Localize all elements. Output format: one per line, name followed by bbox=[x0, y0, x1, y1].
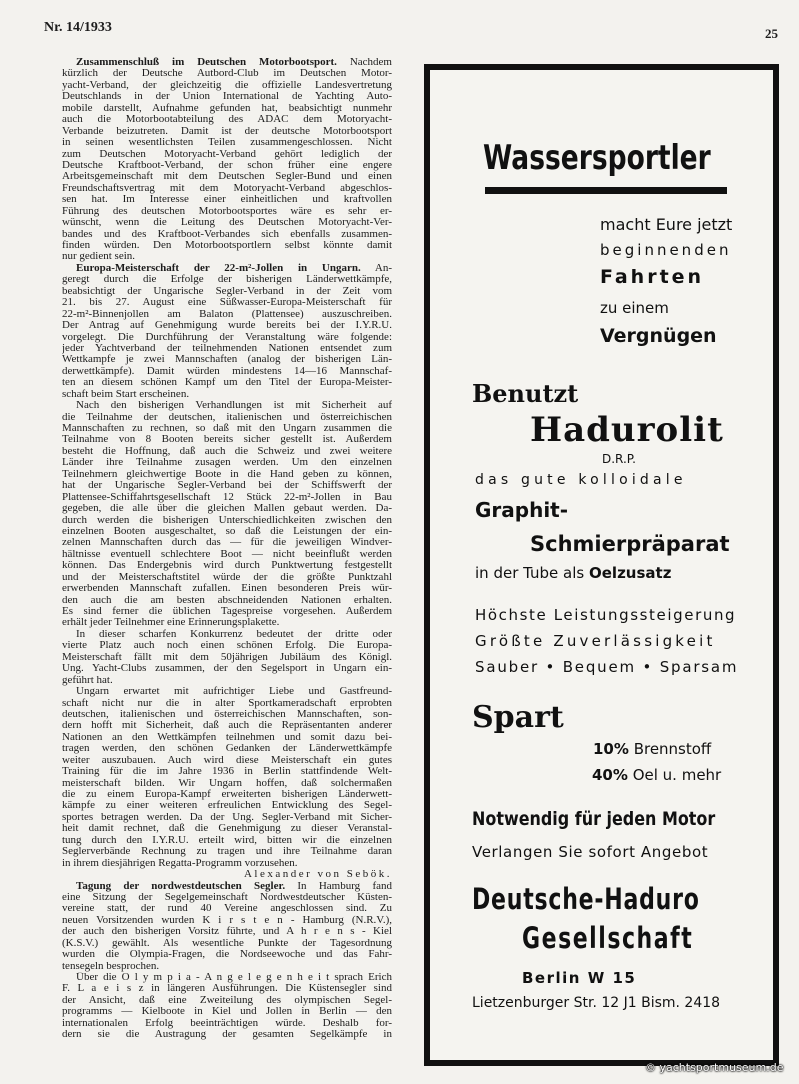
article-line bbox=[62, 492, 392, 503]
article-line bbox=[62, 812, 392, 823]
article-line bbox=[62, 983, 392, 994]
ad-headline: Wassersportler bbox=[483, 138, 711, 178]
article-line bbox=[62, 515, 392, 526]
article-line bbox=[62, 229, 392, 240]
article-line bbox=[62, 606, 392, 617]
article-text: besteht die Hoffnung, daß auch die Schweiz und zwei weitere bbox=[62, 445, 392, 457]
ad-company-name: Gesellschaft bbox=[522, 921, 694, 955]
article-line bbox=[62, 126, 392, 137]
article-text: Wettkampfe je zwei Mannschaften (analog der bisherigen Län- bbox=[62, 354, 392, 366]
article-text: ten an diesem schönen Kampf um den Titel der Europa-Meister- bbox=[62, 377, 392, 389]
article-text: den auch die am besten abschneidenden Nationen erhalten. bbox=[62, 594, 392, 606]
article-line bbox=[62, 263, 392, 274]
article-line bbox=[62, 846, 392, 857]
article-text: 22-m²-Binnenjollen am Balaton (Plattensee) auszuschreiben. bbox=[62, 308, 392, 320]
ad-necessity: Notwendig für jeden Motor bbox=[472, 808, 716, 830]
article-text: Arbeitsgemeinschaft mit dem Deutschen Segler-Bund und einen bbox=[62, 171, 392, 183]
article-text: die zu einem Europa-Kampf erweiterten bisherigen Länderwett- bbox=[62, 789, 392, 800]
advertisement-hadurolit bbox=[424, 64, 779, 1066]
article-text: die Teilnahme der deutschen, italienischen und österreichischen bbox=[62, 411, 392, 423]
article-line bbox=[62, 309, 392, 320]
article-line bbox=[62, 80, 392, 91]
article-text: zelnen Mannschaften durch das — für die jeweiligen Windver- bbox=[62, 537, 392, 549]
article-text: und der Meisterschaftstitel würde der die größte Punktzahl bbox=[62, 571, 392, 583]
ad-benefit: Höchste Leistungssteigerung bbox=[475, 606, 737, 624]
article-signature: Alexander von Sebök. bbox=[243, 869, 392, 881]
article-text: nur gedient sein. bbox=[62, 251, 136, 263]
article-line bbox=[62, 160, 392, 171]
article-text: Länder ihre Teilnahme zusagen werden. Um den einzelnen bbox=[62, 457, 392, 469]
article-line bbox=[62, 366, 392, 377]
article-text: Deutsche Kraftboot-Verband, der schon früher eine engere bbox=[62, 159, 392, 171]
article-text: können. Das Endergebnis wird durch Punktwertung festgestellt bbox=[62, 560, 392, 572]
article-text: sportes betragen werden. Da der Ung. Segler-Verband mit Sicher- bbox=[62, 811, 392, 823]
article-line bbox=[62, 57, 392, 68]
article-line bbox=[62, 171, 392, 182]
article-line bbox=[62, 1006, 392, 1017]
article-text: Ung. Yacht-Clubs zusammen, der den Segelsport in Ungarn ein- bbox=[62, 663, 392, 675]
article-text: heit damit rechnet, daß die Genehmigung zu dieser Veranstal- bbox=[62, 823, 392, 835]
article-text: internationalen Erfolg beeinträchtigen würde. Deshalb for- bbox=[62, 1017, 392, 1029]
article-line bbox=[62, 572, 392, 583]
article-line bbox=[62, 446, 392, 457]
article-text: dern sie die Austragung der gesamten Segelkämpfe in bbox=[62, 1029, 392, 1041]
article-column bbox=[62, 57, 392, 1041]
article-text: geregt durch die Erfolge der bisherigen Länderwettkämpfe, bbox=[62, 274, 392, 286]
article-text: deutschen, italienischen und österreichischen Mannschaften, son- bbox=[62, 708, 392, 720]
article-line bbox=[62, 91, 392, 102]
ad-desc: Schmierpräparat bbox=[530, 532, 730, 556]
watermark: © yachtsportmuseum.de bbox=[645, 1061, 784, 1074]
article-text: Nachdem bbox=[336, 57, 392, 68]
article-text: Verbande beizutreten. Damit ist der deutsche Motorbootsport bbox=[62, 125, 392, 137]
article-text: finden würden. Den Motorbootsportlern selbst könnte damit bbox=[62, 240, 392, 251]
article-text: sen hat. Im Interesse einer einheitlichen und kraftvollen bbox=[62, 194, 392, 206]
article-line bbox=[62, 903, 392, 914]
ad-city: Berlin W 15 bbox=[522, 969, 637, 987]
ad-saving-pct: 40% bbox=[592, 766, 628, 784]
article-text: gegeben, die alle über die gleichen Mallen gebaut werden. Da- bbox=[62, 503, 392, 515]
article-line bbox=[62, 251, 392, 262]
article-text: 21. bis 27. August eine Süßwasser-Europa-Meisterschaft für bbox=[62, 297, 392, 309]
article-line bbox=[62, 938, 392, 949]
article-text: schaft nicht nur die in alter Sportkameradschaft erprobten bbox=[62, 697, 392, 709]
ad-tube-prefix: in der Tube als bbox=[475, 564, 585, 582]
article-line bbox=[62, 434, 392, 445]
ad-tube-bold: Oelzusatz bbox=[589, 564, 672, 582]
article-text: vierte Platz auch noch einen schönen Erfolg. Die Europa- bbox=[62, 640, 392, 652]
article-text: Deutschlands in der Union International de Yachting Auto- bbox=[62, 91, 392, 103]
ad-saving-label: Brennstoff bbox=[633, 740, 712, 758]
article-line bbox=[62, 778, 392, 789]
ad-tube-line bbox=[475, 564, 671, 582]
article-text: tensegeln besprochen. bbox=[62, 960, 160, 972]
article-line bbox=[62, 835, 392, 846]
article-line bbox=[62, 949, 392, 960]
article-text: Seglerverbände Rechnung zu tragen und ihre Teilnahme daran bbox=[62, 846, 392, 858]
article-text: Nach den bisherigen Verhandlungen ist mit Sicherheit auf bbox=[76, 400, 392, 412]
article-text: beabsichtigt der Ungarische Segler-Verband in der Zeit vom bbox=[62, 285, 392, 297]
article-line bbox=[62, 926, 392, 937]
article-line bbox=[62, 114, 392, 125]
article-line bbox=[62, 389, 392, 400]
article-line bbox=[62, 354, 392, 365]
article-text: einzelnen Booten ausgeschaltet, so daß die Leistungen der ein- bbox=[62, 525, 392, 537]
article-line bbox=[62, 320, 392, 331]
article-line bbox=[62, 823, 392, 834]
ad-benefit: Größte Zuverlässigkeit bbox=[475, 632, 716, 650]
article-text: programms — Kielboote in Kiel und Jollen in Berlin — den bbox=[62, 1006, 392, 1018]
ad-intro-line: Vergnügen bbox=[600, 325, 717, 347]
article-text: in seinen wesentlichsten Teilen zusammengeschlossen. Nicht bbox=[62, 137, 392, 149]
article-line bbox=[62, 457, 392, 468]
article-text: durch werden die bisherigen Unterschiedlichkeiten zwischen den bbox=[62, 514, 392, 526]
article-text: hältnisse eventuell schlechtere Boot — nicht beeinflußt werden bbox=[62, 548, 392, 560]
ad-benefit: Sauber • Bequem • Sparsam bbox=[475, 658, 739, 676]
ad-intro-line: macht Eure jetzt bbox=[600, 215, 733, 234]
ad-desc: das gute kolloidale bbox=[475, 472, 687, 488]
page-number: 25 bbox=[765, 26, 778, 41]
article-line bbox=[62, 915, 392, 926]
article-text: neuen Vorsitzenden wurden K i r s t e n - Hamburg (N.R.V.), bbox=[62, 914, 392, 926]
article-line bbox=[62, 286, 392, 297]
article-text: derwettkämpfe). Damit würden mindestens 14—16 Mannschaf- bbox=[62, 365, 392, 377]
article-line bbox=[62, 332, 392, 343]
article-line bbox=[62, 537, 392, 548]
article-text: In Hamburg fand bbox=[285, 880, 392, 892]
article-line bbox=[62, 526, 392, 537]
article-text: yacht-Verband, der gleichzeitig die offizielle Landesvertretung bbox=[62, 79, 392, 91]
article-line bbox=[62, 698, 392, 709]
article-line bbox=[62, 629, 392, 640]
article-line bbox=[62, 1018, 392, 1029]
article-text: kürzlich der Deutsche Autbord-Club im Deutschen Motor- bbox=[62, 68, 392, 80]
article-line bbox=[62, 652, 392, 663]
article-heading: Europa-Meisterschaft der 22-m²-Jollen in Ungarn. bbox=[76, 262, 361, 274]
article-line bbox=[62, 732, 392, 743]
article-text: Es sind ferner die üblichen Tagespreise vorgesehen. Außerdem bbox=[62, 606, 392, 617]
article-text: zum Deutschen Motoryacht-Verband gehört lediglich der bbox=[62, 148, 392, 160]
article-text: Training für die im Jahre 1936 in Berlin stattfindende Welt- bbox=[62, 766, 392, 778]
article-line bbox=[62, 720, 392, 731]
article-line bbox=[62, 800, 392, 811]
ad-company-name: Deutsche-Haduro bbox=[472, 882, 700, 916]
article-line bbox=[62, 892, 392, 903]
article-text: In dieser scharfen Konkurrenz bedeutet der dritte oder bbox=[76, 628, 392, 640]
ad-saving-pct: 10% bbox=[593, 740, 629, 758]
article-line bbox=[62, 377, 392, 388]
ad-desc: Graphit- bbox=[475, 498, 569, 522]
article-text: bandes und des Kraftboot-Verbandes sich ebenfalls zusammen- bbox=[62, 228, 392, 240]
article-text: Nationen an den Wettkämpfen teilnehmen und somit dazu bei- bbox=[62, 731, 392, 743]
article-text: kämpfe zu einer weiteren erfreulichen Entwicklung des Segel- bbox=[62, 800, 392, 812]
ad-saving bbox=[592, 766, 721, 784]
article-line bbox=[62, 240, 392, 251]
article-text: tung durch den I.Y.R.U. erteilt wird, bitten wir die einzelnen bbox=[62, 834, 392, 846]
article-line bbox=[62, 961, 392, 972]
article-heading: Tagung der nordwestdeutschen Segler. bbox=[76, 880, 286, 892]
article-line bbox=[62, 423, 392, 434]
article-line bbox=[62, 789, 392, 800]
article-text: (K.S.V.) gewählt. Als wesentliche Punkte der Tagesordnung bbox=[62, 937, 392, 949]
article-line bbox=[62, 206, 392, 217]
article-heading: Zusammenschluß im Deutschen Motorbootsport. bbox=[76, 57, 337, 68]
article-line bbox=[62, 858, 392, 869]
article-line bbox=[62, 560, 392, 571]
article-line bbox=[62, 1029, 392, 1040]
article-line bbox=[62, 68, 392, 79]
ad-benutzt: Benutzt bbox=[472, 379, 579, 408]
article-line bbox=[62, 217, 392, 228]
ad-spart: Spart bbox=[472, 700, 564, 735]
article-line bbox=[62, 343, 392, 354]
ad-headline-rule bbox=[485, 187, 727, 194]
ad-saving-label: Oel u. mehr bbox=[632, 766, 722, 784]
article-text: Über die O l y m p i a - A n g e l e g e n h e i t sprach Erich bbox=[76, 972, 392, 983]
article-text: vorgelegt. Die Durchführung der Veranstaltung wäre folgende: bbox=[62, 331, 392, 343]
article-line bbox=[62, 995, 392, 1006]
article-text: tragen werden, den schönen Gedanken der Länderwettkämpfe bbox=[62, 743, 392, 755]
article-line bbox=[62, 149, 392, 160]
article-text: meisterschaft bilden. Wir Ungarn hoffen, daß solchermaßen bbox=[62, 777, 392, 789]
article-line bbox=[62, 549, 392, 560]
article-line bbox=[62, 595, 392, 606]
article-text: in ihrem diesjährigen Regatta-Programm vorzusehen. bbox=[62, 857, 298, 869]
article-text: wurden die Olympia-Fragen, die Nordseewoche und das Fahr- bbox=[62, 949, 392, 961]
article-text: wünscht, wenn die Leitung des Deutschen Motoryacht-Ver- bbox=[62, 217, 392, 229]
article-text: schaft beim Start erscheinen. bbox=[62, 388, 190, 400]
ad-intro-line: zu einem bbox=[600, 299, 669, 317]
article-text: erwerbenden Mannschaft zufallen. Einen besonderen Preis wür- bbox=[62, 583, 392, 595]
ad-patent: D.R.P. bbox=[602, 452, 636, 466]
article-text: dern hofft mit Sicherheit, daß auch die Repräsentanten anderer bbox=[62, 720, 392, 732]
article-text: Der Antrag auf Genehmigung wurde bereits bei der I.Y.R.U. bbox=[62, 320, 392, 332]
article-line bbox=[62, 583, 392, 594]
article-text: Plattensee-Schiffahrtsgesellschaft 12 Stück 22-m²-Jollen in Bau bbox=[62, 491, 392, 503]
article-line bbox=[62, 686, 392, 697]
article-text: hat der Ungarische Segler-Verband bei der Schiffswerft der bbox=[62, 480, 392, 492]
article-text: der Ansicht, daß eine Zweiteilung des olympischen Segel- bbox=[62, 994, 392, 1006]
article-text: Ungarn erwartet mit aufrichtiger Liebe und Gastfreund- bbox=[76, 686, 392, 698]
ad-intro-line: Fahrten bbox=[600, 266, 705, 288]
article-line bbox=[62, 412, 392, 423]
article-line bbox=[62, 503, 392, 514]
article-line bbox=[62, 469, 392, 480]
article-line bbox=[62, 640, 392, 651]
article-line bbox=[62, 743, 392, 754]
article-line bbox=[62, 103, 392, 114]
article-text: vereine statt, der rund 40 Vereine angeschlossen sind. Zu bbox=[62, 903, 392, 915]
ad-brand: Hadurolit bbox=[530, 410, 724, 450]
article-text: Teilnahme von 8 Booten bereits sicher gestellt ist. Außerdem bbox=[62, 434, 392, 446]
article-line bbox=[62, 194, 392, 205]
article-text: auch die Motorbootabteilung des ADAC dem Motoryacht- bbox=[62, 114, 392, 126]
article-text: eine Sitzung der Segelgemeinschaft Nordwestdeutscher Küsten- bbox=[62, 891, 392, 903]
article-text: mobile darstellt, Aufnahme gefunden hat, beabsichtigt nunmehr bbox=[62, 102, 392, 114]
article-line bbox=[62, 766, 392, 777]
article-line bbox=[62, 755, 392, 766]
article-line bbox=[62, 183, 392, 194]
article-text: Meisterschaft fällt mit dem 50jährigen Jubiläum des Königl. bbox=[62, 651, 392, 663]
article-text: Teilnehmern gleichwertige Boote in die Hand geben zu können, bbox=[62, 468, 392, 480]
ad-offer: Verlangen Sie sofort Angebot bbox=[472, 843, 709, 861]
article-line bbox=[62, 709, 392, 720]
ad-intro-line: beginnenden bbox=[600, 241, 732, 259]
article-text: Mannschaften zu rechnen, so daß mit den Ungarn zusammen die bbox=[62, 423, 392, 434]
article-line bbox=[62, 274, 392, 285]
article-text: jeder Yachtverband der teilnehmenden Nationen entsendet zum bbox=[62, 342, 392, 354]
article-line bbox=[62, 881, 392, 892]
article-line bbox=[62, 972, 392, 983]
article-text: F. L a e i s z in längeren Ausführungen. Die Küstensegler sind bbox=[62, 983, 392, 995]
article-line bbox=[62, 617, 392, 628]
article-text: erhält jeder Teilnehmer eine Erinnerungsplakette. bbox=[62, 617, 280, 629]
article-text: Freundschaftsvertrag mit dem Motoryacht-Verband abgeschlos- bbox=[62, 182, 392, 194]
article-text: geführt hat. bbox=[62, 674, 113, 686]
article-line bbox=[62, 400, 392, 411]
article-line bbox=[62, 675, 392, 686]
article-text: weiter auszubauen. Auch wird diese Meisterschaft ein gutes bbox=[62, 754, 392, 766]
article-text: Führung des deutschen Motorbootsportes wäre es sehr er- bbox=[62, 205, 392, 217]
article-text: An- bbox=[360, 262, 392, 274]
ad-address: Lietzenburger Str. 12 J1 Bism. 2418 bbox=[472, 995, 721, 1011]
issue-number: Nr. 14/1933 bbox=[44, 20, 112, 35]
article-text: der auch den bisherigen Vorsitz führte, und A h r e n s - Kiel bbox=[62, 926, 392, 938]
article-line bbox=[62, 137, 392, 148]
article-line bbox=[62, 297, 392, 308]
article-line bbox=[62, 663, 392, 674]
article-line bbox=[62, 480, 392, 491]
ad-saving bbox=[593, 740, 711, 758]
